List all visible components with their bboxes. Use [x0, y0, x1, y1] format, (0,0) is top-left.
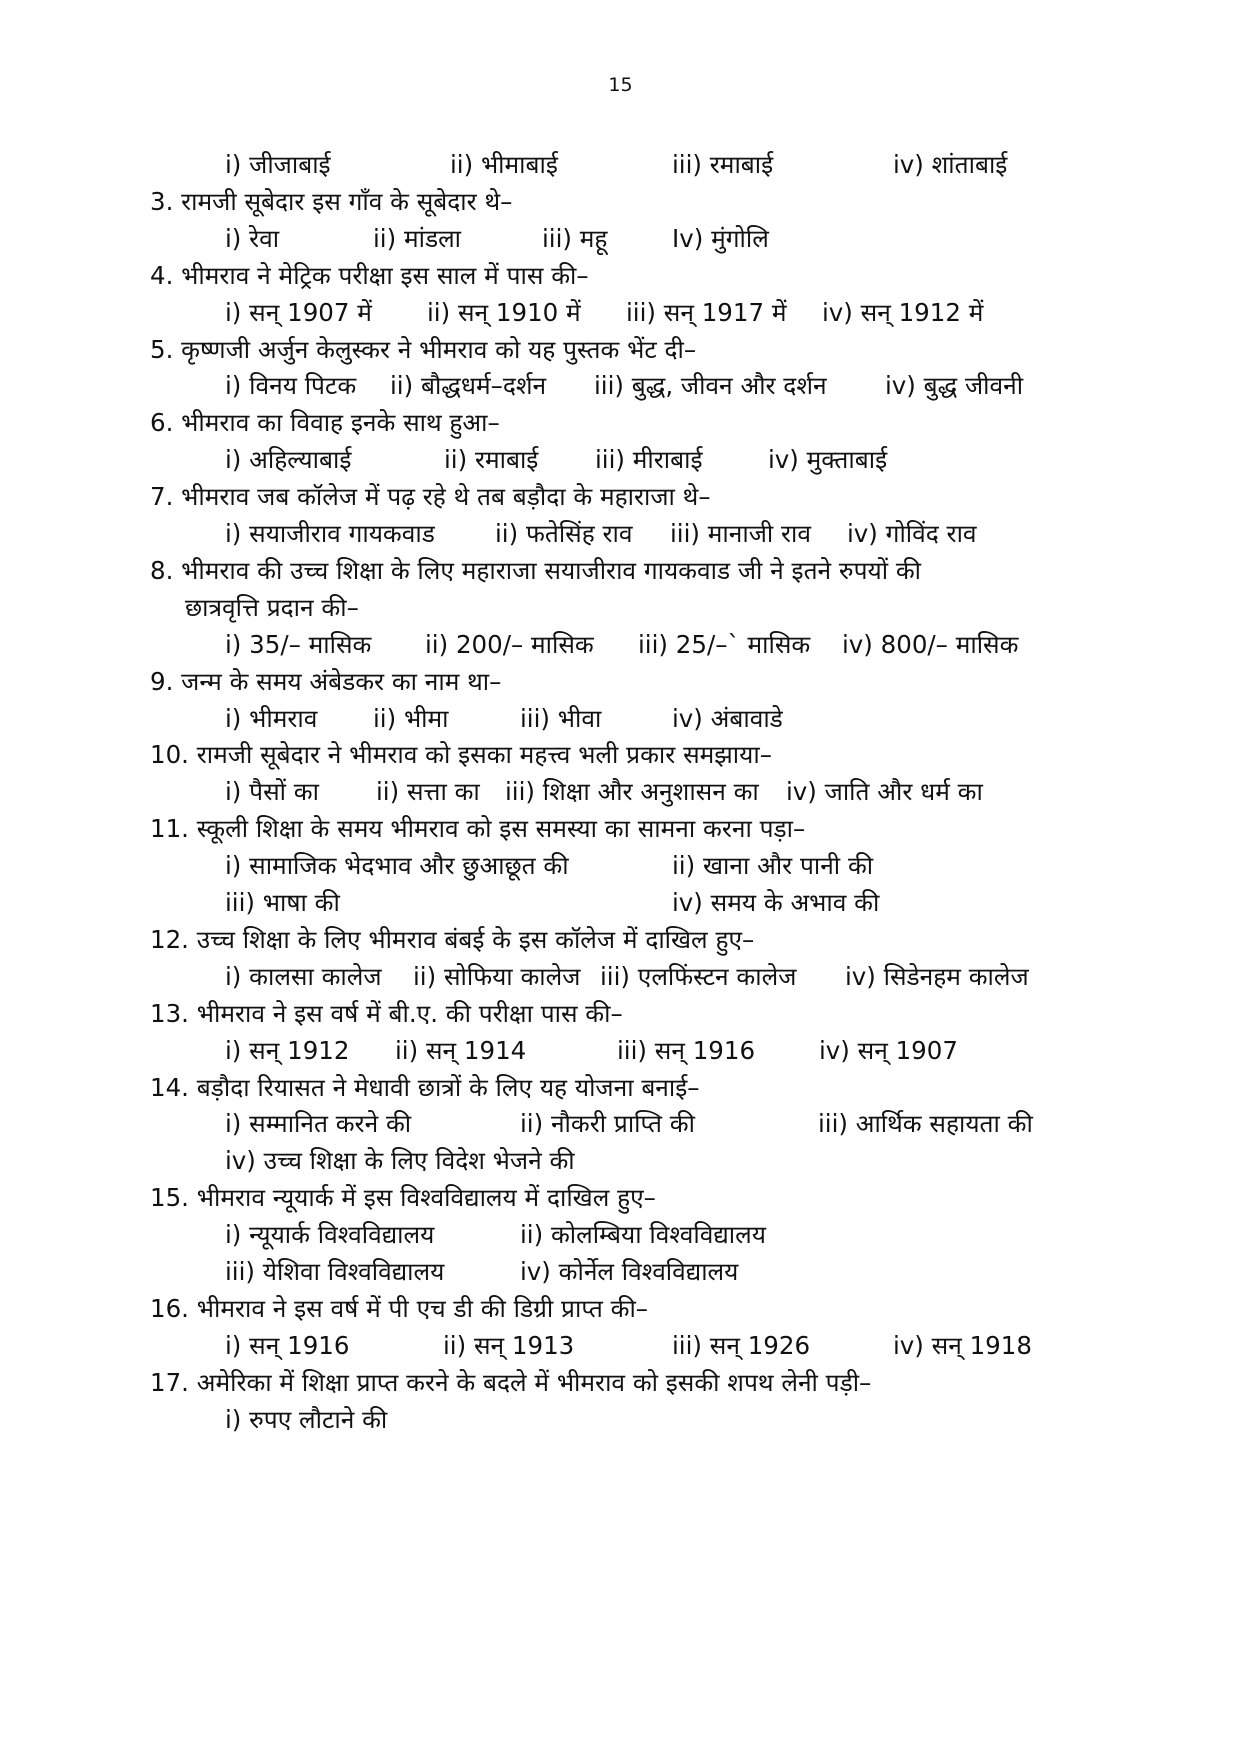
question-text: 10. रामजी सूबेदार ने भीमराव को इसका महत्त्व भली प्रकार समझाया–	[150, 740, 772, 770]
options-row	[0, 1254, 1241, 1290]
question-text: 5. कृष्णजी अर्जुन केलुस्कर ने भीमराव को यह पुस्तक भेंट दी–	[150, 334, 697, 364]
answer-option: iii) शिक्षा और अनुशासन का	[505, 777, 759, 807]
answer-option: iv) सन् 1907	[819, 1035, 958, 1065]
answer-option: iii) भीवा	[520, 703, 602, 733]
answer-option: i) 35/– मासिक	[225, 629, 372, 659]
answer-option: iii) आर्थिक सहायता की	[818, 1109, 1033, 1139]
answer-option: iii) मानाजी राव	[670, 519, 812, 548]
answer-option: i) सन् 1916	[225, 1330, 350, 1360]
question-text: 17. अमेरिका में शिक्षा प्राप्त करने के बदले में भीमराव को इसकी शपथ लेनी पड़ी–	[150, 1367, 872, 1397]
answer-option: iii) सन् 1917 में	[626, 297, 787, 327]
answer-option: iv) सन् 1918	[893, 1330, 1032, 1360]
options-row	[0, 848, 1241, 884]
question-text: 9. जन्म के समय अंबेडकर का नाम था–	[150, 666, 502, 696]
options-row	[0, 368, 1241, 404]
answer-option: ii) बौद्धधर्म–दर्शन	[390, 371, 547, 401]
answer-option: iv) समय के अभाव की	[672, 888, 880, 917]
answer-option: ii) खाना और पानी की	[672, 851, 874, 881]
answer-option: ii) सन् 1910 में	[427, 297, 581, 327]
question-text: 11. स्कूली शिक्षा के समय भीमराव को इस समस्या का सामना करना पड़ा–	[150, 814, 806, 844]
options-row	[0, 295, 1241, 331]
answer-option: ii) सन् 1913	[443, 1330, 575, 1360]
answer-option: iii) महू	[542, 223, 608, 253]
answer-option: iii) मीराबाई	[595, 445, 703, 475]
answer-option: iii) रमाबाई	[672, 150, 774, 179]
answer-option: i) सयाजीराव गायकवाड	[225, 519, 435, 548]
answer-option: ii) मांडला	[373, 223, 462, 253]
options-row	[0, 701, 1241, 737]
answer-option: ii) 200/– मासिक	[425, 629, 594, 659]
question-continuation: छात्रवृत्ति प्रदान की–	[185, 592, 359, 622]
answer-option: i) रुपए लौटाने की	[225, 1404, 388, 1434]
answer-option: ii) कोलम्बिया विश्वविद्यालय	[520, 1220, 766, 1250]
answer-option: iv) गोविंद राव	[847, 519, 977, 548]
question-text: 15. भीमराव न्यूयार्क में इस विश्वविद्यालय में दाखिल हुए–	[150, 1183, 656, 1213]
question-text: 8. भीमराव की उच्च शिक्षा के लिए महाराजा सयाजीराव गायकवाड जी ने इतने रुपयों की	[150, 555, 921, 585]
answer-option: ii) सत्ता का	[376, 777, 480, 807]
answer-option: i) न्यूयार्क विश्वविद्यालय	[225, 1220, 435, 1250]
answer-option: iv) शांताबाई	[893, 150, 1008, 179]
options-row	[0, 1143, 1241, 1179]
question-text: 7. भीमराव जब कॉलेज में पढ़ रहे थे तब बड़ौदा के महाराजा थे–	[150, 482, 711, 512]
question-text: 6. भीमराव का विवाह इनके साथ हुआ–	[150, 408, 500, 438]
answer-option: iv) सिडेनहम कालेज	[845, 961, 1029, 991]
answer-option: ii) सन् 1914	[395, 1035, 527, 1065]
answer-option: iii) येशिवा विश्वविद्यालय	[225, 1257, 445, 1286]
answer-option: iii) बुद्ध, जीवन और दर्शन	[594, 371, 827, 401]
question-text: 16. भीमराव ने इस वर्ष में पी एच डी की डिग्री प्राप्त की–	[150, 1293, 649, 1323]
answer-option: i) अहिल्याबाई	[225, 445, 352, 475]
answer-option: ii) सोफिया कालेज	[413, 961, 581, 991]
answer-option: iii) 25/–` मासिक	[638, 629, 811, 659]
question-text: 13. भीमराव ने इस वर्ष में बी.ए. की परीक्षा पास की–	[150, 998, 623, 1028]
answer-option: i) सन् 1907 में	[225, 297, 372, 327]
answer-option: iv) सन् 1912 में	[822, 297, 984, 327]
answer-option: ii) नौकरी प्राप्ति की	[520, 1109, 695, 1139]
question-text: 14. बड़ौदा रियासत ने मेधावी छात्रों के लिए यह योजना बनाई–	[150, 1072, 700, 1102]
options-row	[0, 221, 1241, 257]
answer-option: ii) भीमाबाई	[450, 150, 558, 179]
answer-option: iv) अंबावाडे	[672, 703, 783, 733]
answer-option: iv) मुक्ताबाई	[768, 445, 888, 475]
options-row	[0, 627, 1241, 663]
answer-option: i) भीमराव	[225, 703, 318, 733]
answer-option: ii) रमाबाई	[444, 445, 539, 475]
options-row	[0, 1106, 1241, 1142]
options-row	[0, 1217, 1241, 1253]
answer-option: iv) जाति और धर्म का	[786, 777, 983, 807]
answer-option: iii) सन् 1926	[672, 1330, 811, 1360]
question-text: 4. भीमराव ने मेट्रिक परीक्षा इस साल में पास की–	[150, 260, 589, 290]
options-row	[0, 959, 1241, 995]
answer-option: ii) फतेसिंह राव	[495, 519, 633, 548]
options-row	[0, 1033, 1241, 1069]
answer-option: iii) एलफिंस्टन कालेज	[600, 961, 797, 991]
answer-option: iv) कोर्नेल विश्वविद्यालय	[520, 1257, 739, 1286]
options-row	[0, 442, 1241, 478]
answer-option: i) सन् 1912	[225, 1035, 350, 1065]
answer-option: ii) भीमा	[373, 703, 449, 733]
options-row	[0, 147, 1241, 183]
answer-option: iv) बुद्ध जीवनी	[885, 371, 1024, 401]
answer-option: i) सम्मानित करने की	[225, 1109, 412, 1139]
answer-option: i) कालसा कालेज	[225, 961, 382, 991]
options-row	[0, 885, 1241, 921]
answer-option: iii) सन् 1916	[617, 1035, 756, 1065]
answer-option: i) विनय पिटक	[225, 371, 357, 401]
answer-option: i) रेवा	[225, 223, 280, 253]
options-row	[0, 516, 1241, 552]
options-row	[0, 774, 1241, 810]
options-row	[0, 1328, 1241, 1364]
page-number: 15	[608, 74, 633, 96]
options-row	[0, 1402, 1241, 1438]
answer-option: i) सामाजिक भेदभाव और छुआछूत की	[225, 851, 569, 881]
answer-option: Iv) मुंगोलि	[672, 223, 769, 253]
answer-option: iv) 800/– मासिक	[842, 629, 1019, 659]
answer-option: iii) भाषा की	[225, 888, 340, 917]
question-text: 12. उच्च शिक्षा के लिए भीमराव बंबई के इस कॉलेज में दाखिल हुए–	[150, 924, 755, 954]
answer-option: i) जीजाबाई	[225, 150, 331, 179]
question-text: 3. रामजी सूबेदार इस गाँव के सूबेदार थे–	[150, 186, 513, 216]
answer-option: i) पैसों का	[225, 777, 319, 807]
answer-option: iv) उच्च शिक्षा के लिए विदेश भेजने की	[225, 1146, 575, 1176]
